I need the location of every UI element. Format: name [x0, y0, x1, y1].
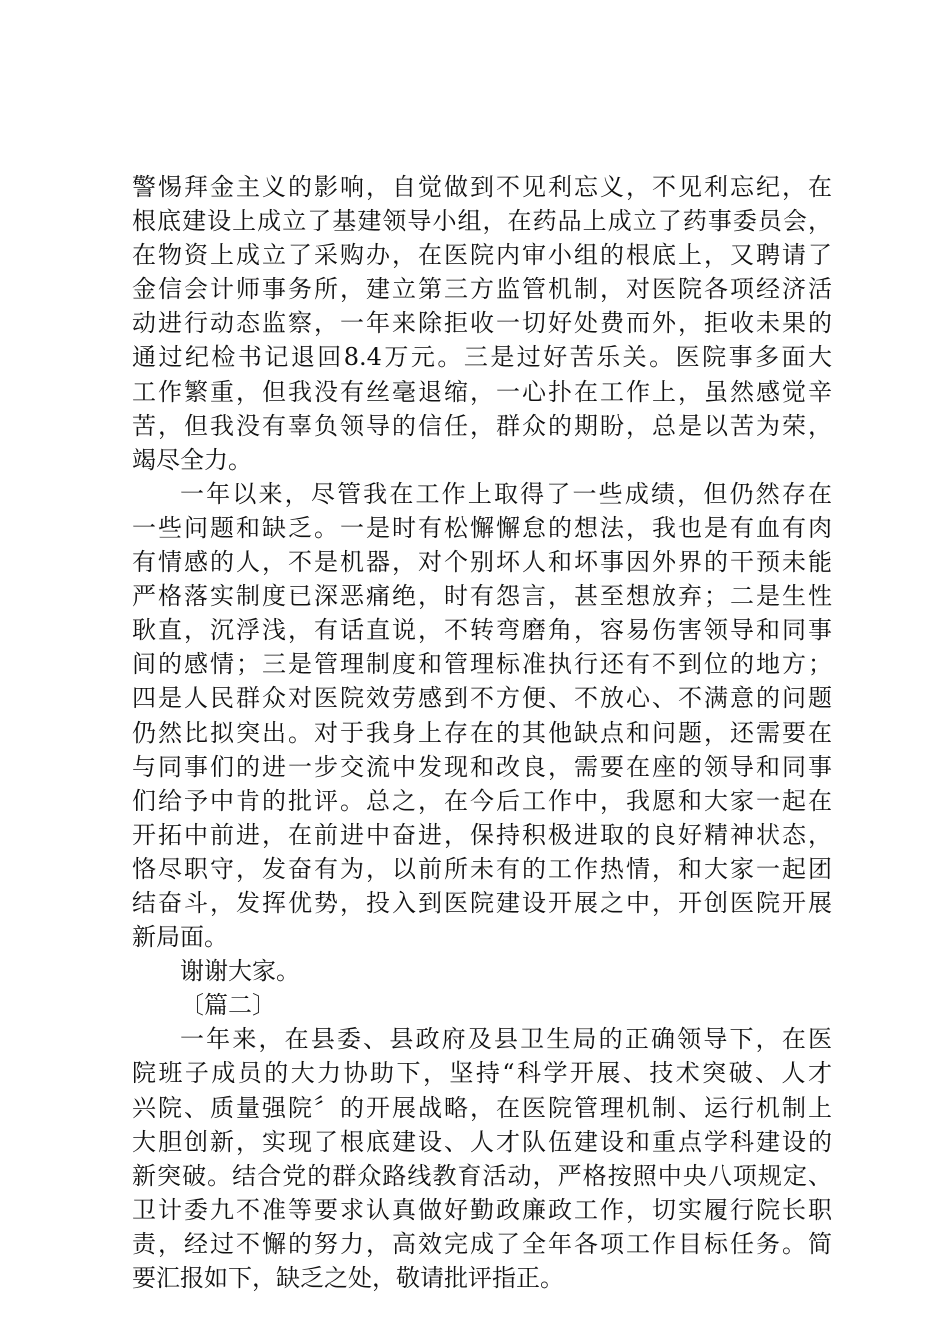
text-line: 新局面。 — [132, 923, 228, 952]
text-line: 四是人民群众对医院效劳感到不方便、不放心、不满意的问题 — [132, 684, 832, 713]
text-line: 严格落实制度已深恶痛绝，时有怨言，甚至想放弃；二是生性 — [132, 582, 832, 611]
text-line: 间的感情；三是管理制度和管理标准执行还有不到位的地方； — [132, 650, 832, 679]
closing-line: 谢谢大家。 — [180, 957, 300, 986]
text-line: 仍然比拟突出。对于我身上存在的其他缺点和问题，还需要在 — [132, 718, 832, 747]
text-line: 开拓中前进，在前进中奋进，保持积极进取的良好精神状态， — [132, 820, 832, 849]
document-body — [132, 170, 832, 1295]
text-line: 们给予中肯的批评。总之，在今后工作中，我愿和大家一起在 — [132, 786, 832, 815]
text-line: 警惕拜金主义的影响，自觉做到不见利忘义，不见利忘纪，在 — [132, 173, 832, 201]
text-line: 竭尽全力。 — [132, 445, 252, 474]
text-line: 大胆创新，实现了根底建设、人才队伍建设和重点学科建设的 — [132, 1127, 832, 1156]
paragraph-first-line: 一年以来，尽管我在工作上取得了一些成绩，但仍然存在 — [180, 479, 832, 508]
text-line: 在物资上成立了采购办，在医院内审小组的根底上，又聘请了 — [132, 241, 832, 270]
text-line: 苦，但我没有辜负领导的信任，群众的期盼，总是以苦为荣， — [132, 411, 832, 440]
text-line: 与同事们的进一步交流中发现和改良，需要在座的领导和同事 — [132, 752, 832, 781]
text-line: 院班子成员的大力协助下，坚持“科学开展、技术突破、人才 — [132, 1059, 832, 1088]
text-line: 新突破。结合党的群众路线教育活动，严格按照中央八项规定、 — [132, 1161, 832, 1190]
text-line: 卫计委九不准等要求认真做好勤政廉政工作，切实履行院长职 — [132, 1195, 832, 1224]
text-line: 恪尽职守，发奋有为，以前所未有的工作热情，和大家一起团 — [132, 854, 832, 883]
text-line: 责，经过不懈的努力，高效完成了全年各项工作目标任务。简 — [132, 1229, 832, 1258]
text-line: 一些问题和缺乏。一是时有松懈懈怠的想法，我也是有血有肉 — [132, 513, 832, 542]
text-line: 通过纪检书记退回8.4万元。三是过好苦乐关。医院事多面大 — [132, 343, 832, 372]
section-heading: 〔篇二〕 — [180, 991, 276, 1020]
paragraph-first-line: 一年来，在县委、县政府及县卫生局的正确领导下，在医 — [180, 1025, 832, 1054]
text-line: 根底建设上成立了基建领导小组，在药品上成立了药事委员会， — [132, 207, 832, 236]
text-line: 耿直，沉浮浅，有话直说，不转弯磨角，容易伤害领导和同事 — [132, 616, 832, 645]
text-line: 金信会计师事务所，建立第三方监管机制，对医院各项经济活 — [132, 275, 832, 304]
text-line: 有情感的人，不是机器，对个别坏人和坏事因外界的干预未能 — [132, 548, 832, 577]
text-line: 兴院、质量强院〞的开展战略，在医院管理机制、运行机制上 — [132, 1093, 832, 1122]
text-line: 结奋斗，发挥优势，投入到医院建设开展之中，开创医院开展 — [132, 888, 832, 917]
text-line: 工作繁重，但我没有丝毫退缩，一心扑在工作上，虽然感觉辛 — [132, 377, 832, 406]
text-line: 动进行动态监察，一年来除拒收一切好处费而外，拒收未果的 — [132, 309, 832, 338]
text-line: 要汇报如下，缺乏之处，敬请批评指正。 — [132, 1264, 564, 1292]
